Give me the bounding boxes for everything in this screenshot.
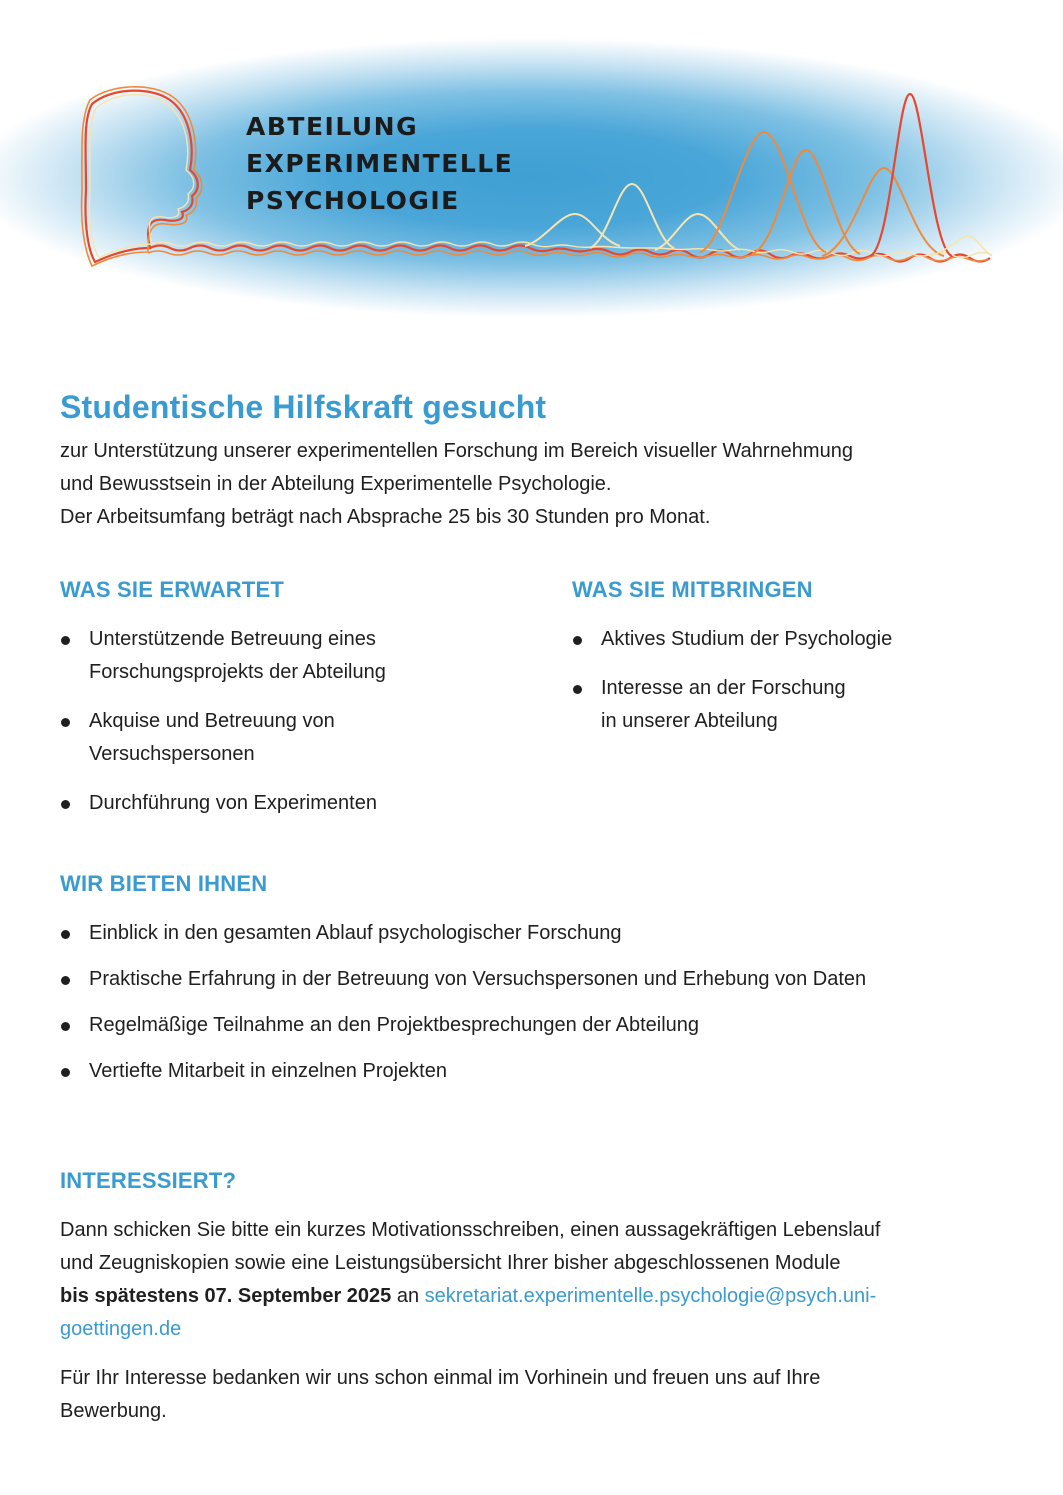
bring-list <box>572 623 992 738</box>
interest-heading: INTERESSIERT? <box>60 1168 237 1193</box>
bullet-icon <box>61 1022 70 1031</box>
brain-wave-logo-graphic <box>0 0 1063 340</box>
bring-section <box>572 575 992 754</box>
offer-list <box>60 917 1005 1088</box>
intro-line-3: Der Arbeitsumfang beträgt nach Absprache 25 bis 30 Stunden pro Monat. <box>60 506 711 528</box>
bullet-icon <box>61 1068 70 1077</box>
bring-heading: WAS SIE MITBRINGEN <box>572 577 813 602</box>
interest-section <box>60 1166 1005 1428</box>
intro-line-2: und Bewusstsein in der Abteilung Experimentelle Psychologie. <box>60 473 612 495</box>
application-line-3 <box>60 1280 1005 1313</box>
bullet-icon <box>61 930 70 939</box>
application-paragraph <box>60 1214 1005 1346</box>
list-item-text: Unterstützende Betreuung eines Forschungsprojekts der Abteilung <box>89 628 386 683</box>
offer-section <box>60 869 1005 1101</box>
connector-text: an <box>391 1285 425 1307</box>
head-profile-line-red <box>85 91 197 262</box>
list-item-text: Praktische Erfahrung in der Betreuung von Versuchspersonen und Erhebung von Daten <box>89 968 867 990</box>
peak-5-orange <box>752 150 860 254</box>
list-item <box>60 1055 1005 1088</box>
department-title-line-2: EXPERIMENTELLE <box>246 149 514 178</box>
list-item-text: Aktives Studium der Psychologie <box>601 628 893 650</box>
closing-paragraph <box>60 1362 1005 1428</box>
department-title <box>246 108 513 219</box>
head-profile-line-cream <box>89 95 193 258</box>
page-title: Studentische Hilfskraft gesucht <box>60 389 547 425</box>
list-item <box>60 917 1005 950</box>
expect-list <box>60 623 540 820</box>
baseline-orange <box>148 251 988 261</box>
intro-paragraph <box>60 435 1005 534</box>
application-line-4 <box>60 1313 1005 1346</box>
department-title-line-1: ABTEILUNG <box>246 112 419 141</box>
list-item <box>60 1009 1005 1042</box>
bullet-icon <box>61 800 70 809</box>
list-item <box>60 705 540 771</box>
email-link[interactable]: sekretariat.experimentelle.psychologie@psych.uni- <box>424 1285 877 1307</box>
list-item <box>572 672 992 738</box>
peak-7-red <box>870 94 952 256</box>
closing-line-2: Bewerbung. <box>60 1400 167 1422</box>
department-title-line-3: PSYCHOLOGIE <box>246 186 460 215</box>
list-item <box>60 787 540 820</box>
application-line-2: und Zeugniskopien sowie eine Leistungsübersicht Ihrer bisher abgeschlossenen Module <box>60 1252 841 1274</box>
list-item-text: Regelmäßige Teilnahme an den Projektbesprechungen der Abteilung <box>89 1014 700 1036</box>
header-banner <box>0 0 1063 340</box>
intro-line-1: zur Unterstützung unserer experimentellen Forschung im Bereich visueller Wahrnehmung <box>60 440 853 462</box>
expect-heading: WAS SIE ERWARTET <box>60 577 285 602</box>
list-item-text: Interesse an der Forschung in unserer Abteilung <box>601 677 846 732</box>
bullet-icon <box>61 718 70 727</box>
bullet-icon <box>61 976 70 985</box>
list-item-text: Vertiefte Mitarbeit in einzelnen Projekten <box>89 1060 447 1082</box>
peak-3-cream <box>655 214 740 250</box>
list-item-text: Akquise und Betreuung von Versuchspersonen <box>89 710 335 765</box>
list-item <box>60 963 1005 996</box>
bullet-icon <box>61 636 70 645</box>
job-posting <box>60 385 1005 1422</box>
email-link-continued[interactable]: goettingen.de <box>60 1318 182 1340</box>
head-profile-line-orange <box>82 87 202 266</box>
deadline-text: bis spätestens 07. September 2025 <box>60 1285 392 1307</box>
expect-section <box>60 575 540 836</box>
application-line-1: Dann schicken Sie bitte ein kurzes Motivationsschreiben, einen aussagekräftigen Lebenslauf <box>60 1219 881 1241</box>
list-item <box>60 623 540 689</box>
two-column-section <box>60 575 1005 835</box>
list-item <box>572 623 992 656</box>
peak-2-cream <box>590 184 674 248</box>
bullet-icon <box>573 636 582 645</box>
list-item-text: Durchführung von Experimenten <box>89 792 377 814</box>
peak-6-orange <box>822 168 944 256</box>
list-item-text: Einblick in den gesamten Ablauf psychologischer Forschung <box>89 922 622 944</box>
closing-line-1: Für Ihr Interesse bedanken wir uns schon einmal im Vorhinein und freuen uns auf Ihre <box>60 1367 821 1389</box>
offer-heading: WIR BIETEN IHNEN <box>60 871 268 896</box>
bullet-icon <box>573 685 582 694</box>
